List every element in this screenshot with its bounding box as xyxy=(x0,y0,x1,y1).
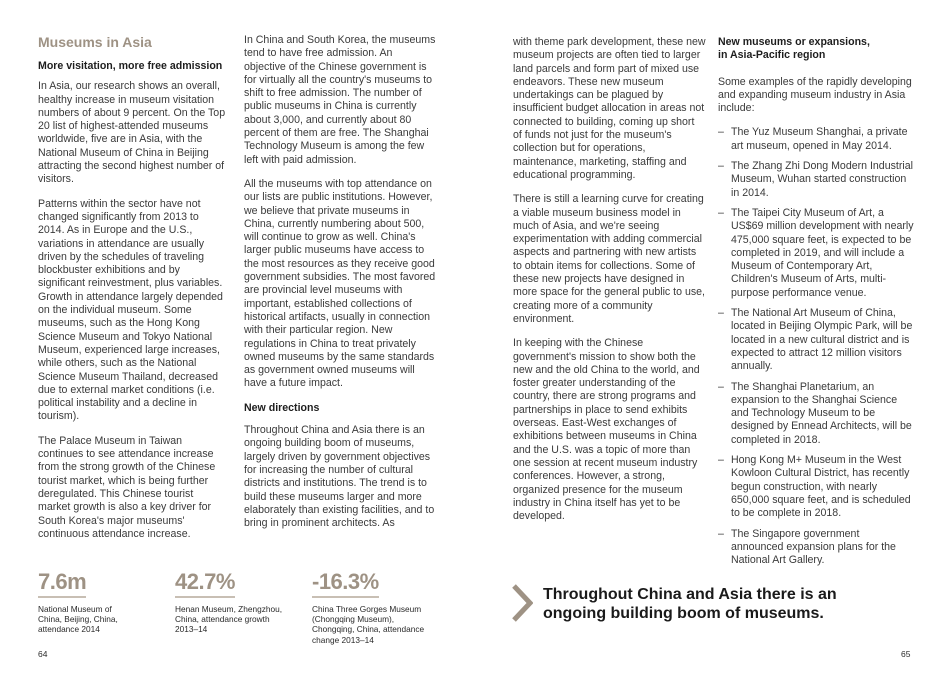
paragraph: Patterns within the sector have not changed significantly from 2013 to 2014. As in Europe and the U.S., variations in attendance are usually driven by the schedules of traveling blockbuster exhibitions and by significant reinvestment, plus variables. Growth in attendance largely depended on the individual museum. Some museums, such as the Hong Kong Science Museum and Tokyo National Museum, experienced large increases, while others, such as the National Science Museum Thailand, decreased due to external market conditions (i.e. political instability and a decline in tourism). xyxy=(38,197,223,423)
stat-value: 42.7% xyxy=(175,570,235,598)
paragraph: Throughout China and Asia there is an ongoing building boom of museums, largely driven by government objectives for increasing the number of cultural districts and institutions. The trend is to build these museums larger and more elaborately than existing facilities, and to bring in prominent architects. As xyxy=(244,424,435,530)
chevron-right-icon xyxy=(511,584,533,622)
stat-caption: National Museum of China, Beijing, China, attendance 2014 xyxy=(38,604,118,635)
pull-quote: Throughout China and Asia there is an ongoing building boom of museums. xyxy=(543,586,837,622)
list-item: – The Singapore government announced expansion plans for the National Art Gallery. xyxy=(718,528,914,568)
list-item: – The Yuz Museum Shanghai, a private art museum, opened in May 2014. xyxy=(718,126,914,153)
list-item: – The Shanghai Planetarium, an expansion to the Shanghai Science and Technology Museum to be designed by Ennead Architects, will be completed in 2018. xyxy=(718,381,914,447)
paragraph: There is still a learning curve for creating a viable museum business model in much of Asia, and we're seeing experimentation with adding commercial aspects and partnering with new artists to obtain items for collections. Some of these new projects have designed in more space for the general public to use, creating more of a community environment. xyxy=(513,193,705,325)
paragraph: In keeping with the Chinese government's mission to show both the new and the old China to the world, and foster greater understanding of the country, there are strong programs and partnerships in place to send exhibits overseas. East-West exchanges of exhibitions between museums in China and the U.S. was a topic of more than one session at recent museum industry conferences. However, a strong, organized presence for the museum industry in China itself has yet to be developed. xyxy=(513,337,700,523)
paragraph: In Asia, our research shows an overall, healthy increase in museum visitation numbers of about 9 percent. On the Top 20 list of highest-attended museums worldwide, five are in Asia, with the National Museum of China in Beijing attracting the second highest number of visitors. xyxy=(38,80,226,186)
paragraph: All the museums with top attendance on our lists are public institutions. However, we believe that private museums in China, currently numbering about 500, will continue to grow as well. China's larger public museums have access to the most resources as they receive good government subsidies. The most favored are provincial level museums with important, established collections of historical artifacts, usually in connection with their particular region. New regulations in China to treat privately owned museums by the same standards as government owned museums will have a future impact. xyxy=(244,177,436,390)
column-4 xyxy=(718,36,914,574)
subheading: More visitation, more free admission xyxy=(38,60,223,72)
column-3 xyxy=(513,36,706,534)
list-item: – The Taipei City Museum of Art, a US$69 million development with nearly 475,000 square feet, is expected to be completed in 2019, and will include a Museum of Contemporary Art, Children's Museum of Arts, multi-purpose performance venue. xyxy=(718,207,914,300)
list-item: – Hong Kong M+ Museum in the West Kowloon Cultural District, has recently begun construction, with nearly 650,000 square feet, and is scheduled to be complete in 2018. xyxy=(718,454,914,520)
list-item: – The National Art Museum of China, located in Beijing Olympic Park, will be located in a new cultural district and is expected to attract 12 million visitors annually. xyxy=(718,307,914,373)
stat-value: 7.6m xyxy=(38,570,86,598)
stat-change xyxy=(312,570,430,645)
expansions-heading xyxy=(718,36,914,63)
page-number-right: 65 xyxy=(901,649,911,659)
list-item: – The Zhang Zhi Dong Modern Industrial Museum, Wuhan started construction in 2014. xyxy=(718,160,914,200)
page-number-left: 64 xyxy=(38,649,48,659)
expansions-heading-line-1: New museums or expansions, xyxy=(718,36,870,48)
new-directions-heading: New directions xyxy=(244,401,320,414)
paragraph: with theme park development, these new museum projects are often tied to larger land parcels and form part of mixed use endeavors. These new museum undertakings can be plagued by insufficient budget allocation in areas not connected to building, coming up short of funds not just for the museum's collection but for operations, maintenance, marketing, staffing and educational programming. xyxy=(513,36,706,181)
stat-growth xyxy=(175,570,287,635)
paragraph: In China and South Korea, the museums tend to have free admission. An objective of the Chinese government is for virtually all the country's museums to shift to free admission. The number of public museums in China is currently about 3,000, and currently about 80 percent of them are free. The Shanghai Technology Museum is among the few left with paid admission. xyxy=(244,34,436,166)
column-2 xyxy=(244,34,436,541)
expansions-list xyxy=(718,126,914,567)
section-title: Museums in Asia xyxy=(38,34,152,50)
stat-caption: China Three Gorges Museum (Chongqing Museum), Chongqing, China, attendance change 2013–14 xyxy=(312,604,425,645)
expansions-heading-line-2: in Asia-Pacific region xyxy=(718,49,826,62)
stat-value: -16.3% xyxy=(312,570,379,598)
stat-attendance xyxy=(38,570,138,635)
paragraph: The Palace Museum in Taiwan continues to see attendance increase from the strong growth of the Chinese tourist market, which is being further deregulated. This Chinese tourist market growth is also a key driver for South Korea's major museums' continuous attendance increase. xyxy=(38,434,216,540)
intro-paragraph: Some examples of the rapidly developing and expanding museum industry in Asia include: xyxy=(718,75,912,115)
column-1 xyxy=(38,34,226,552)
stat-caption: Henan Museum, Zhengzhou, China, attendance growth 2013–14 xyxy=(175,604,283,635)
